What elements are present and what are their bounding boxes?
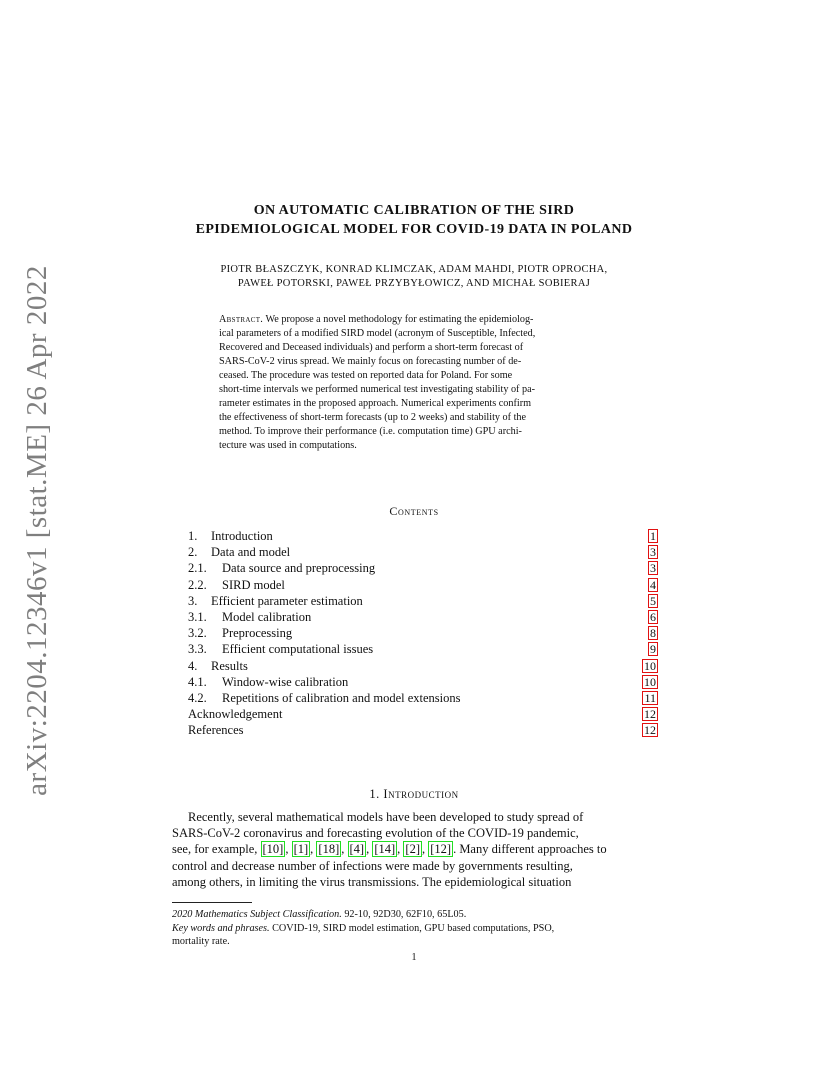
toc-page-link[interactable]: 1 — [650, 529, 656, 543]
intro-line-2: SARS-CoV-2 coronavirus and forecasting evolution of the COVID-19 pandemic, — [172, 826, 579, 841]
abstract-line: ceased. The procedure was tested on reported data for Poland. For some — [219, 370, 513, 381]
section-number: 1. — [369, 787, 380, 801]
authors-line-1: PIOTR BŁASZCZYK, KONRAD KLIMCZAK, ADAM MAHDI, PIOTR OPROCHA, — [220, 264, 608, 275]
toc-row[interactable] — [188, 690, 660, 706]
keywords-continuation: mortality rate. — [172, 936, 230, 947]
toc-row[interactable] — [188, 658, 660, 674]
citation-link[interactable]: [14] — [374, 842, 396, 857]
toc-number: 1. — [188, 529, 198, 543]
toc-row[interactable] — [188, 706, 660, 722]
paper-title — [0, 201, 828, 239]
footnote — [172, 908, 657, 949]
toc-row[interactable] — [188, 560, 660, 576]
abstract-line: method. To improve their performance (i.e. computation time) GPU archi- — [219, 426, 522, 437]
intro-line-3-suffix: . Many different approaches to — [453, 842, 607, 857]
abstract-line: SARS-CoV-2 virus spread. We mainly focus on forecasting number of de- — [219, 356, 522, 367]
toc-title: Data source and preprocessing — [222, 561, 376, 576]
citation-link[interactable]: [18] — [318, 842, 340, 857]
toc-number: 4.2. — [188, 690, 207, 705]
keywords-value: COVID-19, SIRD model estimation, GPU based computations, PSO, — [272, 922, 555, 934]
toc-page-link[interactable]: 3 — [650, 561, 656, 576]
toc-title: Efficient computational issues — [222, 642, 374, 657]
toc-row[interactable] — [188, 641, 660, 657]
abstract-line: tecture was used in computations. — [219, 440, 357, 451]
toc-title: Efficient parameter estimation — [211, 593, 363, 608]
toc-page-link[interactable]: 10 — [644, 674, 656, 689]
citation-link[interactable]: [12] — [430, 842, 452, 857]
toc-row[interactable] — [188, 528, 660, 544]
toc-page-link[interactable]: 8 — [650, 626, 656, 641]
msc-label: 2020 Mathematics Subject Classification. — [172, 909, 342, 920]
arxiv-stamp — [16, 264, 58, 796]
abstract-line: rameter estimates in the proposed approach. Numerical experiments confirm — [219, 398, 532, 409]
toc-page-link[interactable]: 10 — [644, 658, 656, 673]
msc-value: 92-10, 92D30, 62F10, 65L05. — [344, 909, 467, 920]
section-title: Introduction — [383, 787, 459, 801]
toc-number: 2.1. — [188, 561, 207, 576]
toc-page-link[interactable]: 12 — [644, 707, 656, 722]
footnote-rule — [172, 902, 252, 903]
table-of-contents — [188, 528, 660, 738]
toc-page-link[interactable]: 3 — [650, 545, 656, 560]
toc-number: 3.2. — [188, 626, 207, 641]
toc-number: 3.1. — [188, 609, 207, 624]
intro-line-3-prefix: see, for example, — [172, 842, 258, 857]
toc-title: Model calibration — [222, 609, 312, 624]
abstract-line: Abstract. We propose a novel methodology for estimating the epidemiolog- — [219, 314, 534, 325]
toc-title: Results — [211, 658, 248, 673]
toc-row[interactable] — [188, 577, 660, 593]
toc-row[interactable] — [188, 722, 660, 738]
toc-page-link[interactable]: 6 — [650, 609, 656, 624]
contents-heading: Contents — [389, 504, 439, 518]
citation-link[interactable]: [4] — [349, 842, 365, 857]
toc-page-link[interactable]: 4 — [650, 577, 656, 592]
toc-title: Introduction — [211, 529, 273, 543]
arxiv-stamp-text: arXiv:2204.12346v1 [stat.ME] 26 Apr 2022 — [20, 264, 53, 796]
toc-number: 4.1. — [188, 674, 207, 689]
toc-page-link[interactable]: 12 — [644, 723, 656, 738]
toc-row[interactable] — [188, 674, 660, 690]
author-list — [0, 263, 828, 291]
abstract-label: Abstract. — [219, 314, 264, 325]
citation-link[interactable]: [1] — [293, 842, 309, 857]
toc-page-link[interactable]: 5 — [650, 593, 656, 608]
toc-row[interactable] — [188, 625, 660, 641]
toc-title: Window-wise calibration — [222, 674, 349, 689]
abstract-line: the effectiveness of short-term forecasts (up to 2 weeks) and stability of the — [219, 412, 527, 423]
intro-line-1: Recently, several mathematical models have been developed to study spread of — [188, 810, 584, 824]
abstract-line: Recovered and Deceased individuals) and perform a short-term forecast of — [219, 342, 524, 353]
intro-line-4: control and decrease number of infections were made by governments resulting, — [172, 858, 573, 873]
intro-line-3: see, for example, [10] , [1] , [18] , [4] , [14] , [2] , [12] . Many different approaches to — [172, 842, 607, 857]
toc-title: SIRD model — [222, 577, 285, 592]
page-number: 1 — [411, 952, 417, 963]
section-heading — [0, 787, 828, 802]
toc-row[interactable] — [188, 593, 660, 609]
intro-paragraph — [172, 809, 657, 890]
toc-row[interactable] — [188, 609, 660, 625]
footnote-msc — [172, 908, 657, 922]
title-line-2: EPIDEMIOLOGICAL MODEL FOR COVID-19 DATA IN POLAND — [195, 222, 633, 237]
toc-title: Acknowledgement — [188, 707, 283, 722]
toc-row[interactable] — [188, 544, 660, 560]
abstract — [219, 313, 609, 453]
footnote-keywords — [172, 922, 657, 936]
toc-title: Repetitions of calibration and model extensions — [222, 690, 461, 705]
toc-number: 3. — [188, 593, 198, 608]
abstract-line: short-time intervals we performed numerical test investigating stability of pa- — [219, 384, 536, 395]
title-line-1: ON AUTOMATIC CALIBRATION OF THE SIRD — [253, 203, 575, 218]
toc-page-link[interactable]: 9 — [650, 642, 656, 657]
toc-number: 3.3. — [188, 642, 207, 657]
citation-link[interactable]: [10] — [262, 842, 284, 857]
toc-number: 4. — [188, 658, 198, 673]
abstract-line: ical parameters of a modified SIRD model (acronym of Susceptible, Infected, — [219, 328, 536, 339]
toc-page-link[interactable]: 11 — [644, 690, 656, 705]
toc-title: Preprocessing — [222, 626, 293, 641]
toc-title: References — [188, 723, 244, 738]
toc-number: 2. — [188, 545, 198, 560]
keywords-label: Key words and phrases. — [172, 922, 270, 934]
intro-line-5: among others, in limiting the virus transmissions. The epidemiological situation — [172, 874, 572, 889]
toc-title: Data and model — [211, 545, 291, 560]
toc-number: 2.2. — [188, 577, 207, 592]
citation-link[interactable]: [2] — [405, 842, 420, 857]
authors-line-2: PAWEŁ POTORSKI, PAWEŁ PRZYBYŁOWICZ, AND MICHAŁ SOBIERAJ — [237, 278, 591, 289]
